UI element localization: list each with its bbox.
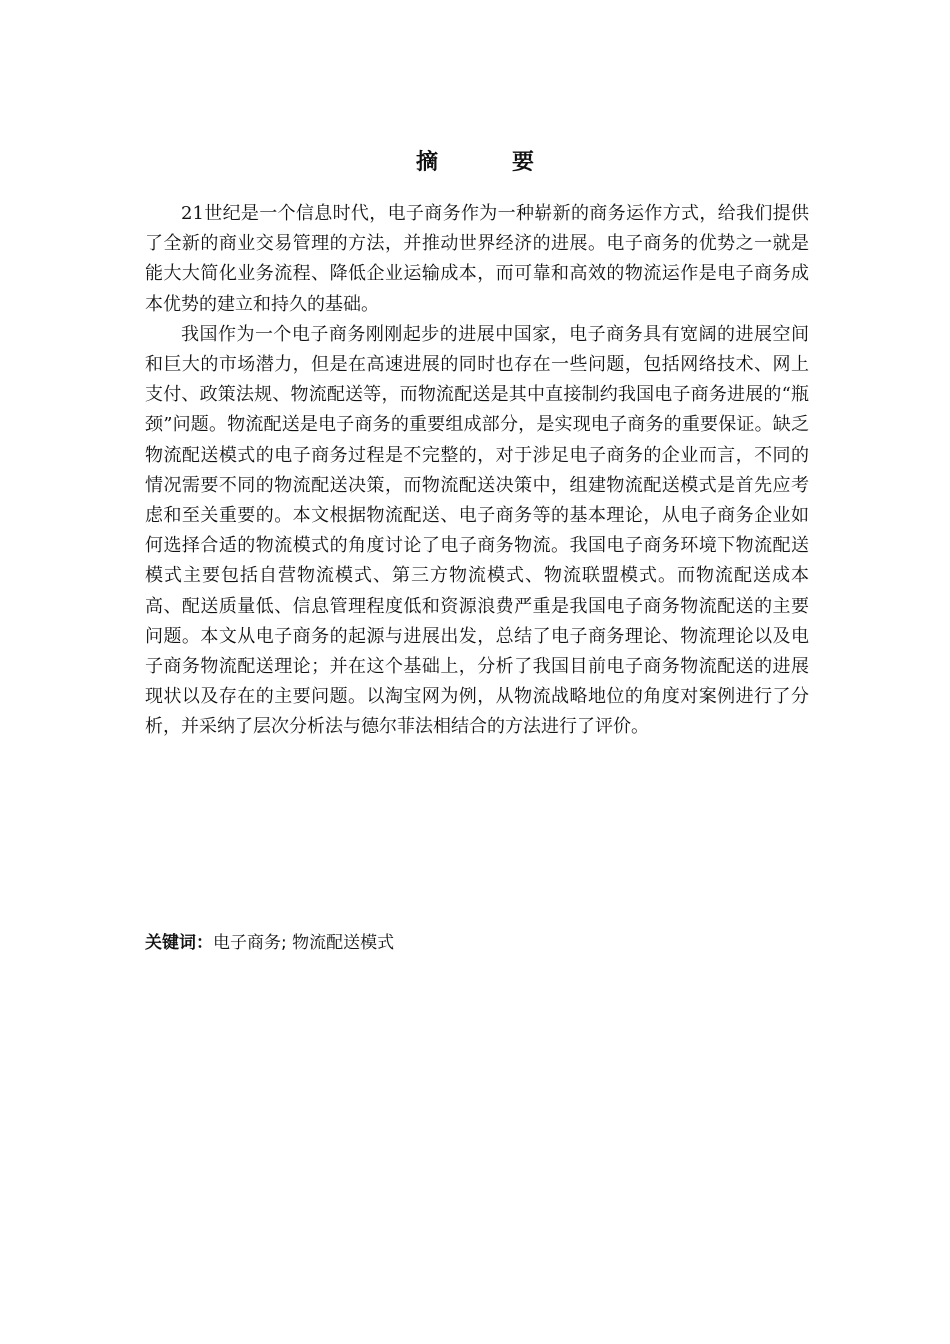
keywords-values: 电子商务; 物流配送模式 [213, 933, 395, 953]
abstract-paragraph: 21世纪是一个信息时代，电子商务作为一种崭新的商务运作方式，给我们提供了全新的商业交易管理的方法，并推动世界经济的进展。电子商务的优势之一就是能大大简化业务流程、降低企业运输成本，而可靠和高效的物流运作是电子商务成本优势的建立和持久的基础。 [145, 203, 809, 315]
abstract-body [145, 199, 809, 743]
keywords-label: 关键词： [145, 933, 213, 953]
keywords-line [145, 929, 809, 957]
abstract-paragraph: 我国作为一个电子商务刚刚起步的进展中国家，电子商务具有宽阔的进展空间和巨大的市场潜力，但是在高速进展的同时也存在一些问题，包括网络技术、网上支付、政策法规、物流配送等，而物流配送是其中直接制约我国电子商务进展的“瓶颈”问题。物流配送是电子商务的重要组成部分，是实现电子商务的重要保证。缺乏物流配送模式的电子商务过程是不完整的，对于涉足电子商务的企业而言，不同的情况需要不同的物流配送决策，而物流配送决策中，组建物流配送模式是首先应考虑和至关重要的。本文根据物流配送、电子商务等的基本理论，从电子商务企业如何选择合适的物流模式的角度讨论了电子商务物流。我国电子商务环境下物流配送模式主要包括自营物流模式、第三方物流模式、物流联盟模式。而物流配送成本高、配送质量低、信息管理程度低和资源浪费严重是我国电子商务物流配送的主要问题。本文从电子商务的起源与进展出发，总结了电子商务理论、物流理论以及电子商务物流配送理论；并在这个基础上，分析了我国目前电子商务物流配送的进展现状以及存在的主要问题。以淘宝网为例，从物流战略地位的角度对案例进行了分析，并采纳了层次分析法与德尔菲法相结合的方法进行了评价。 [145, 323, 809, 738]
abstract-title: 摘 要 [415, 150, 560, 175]
